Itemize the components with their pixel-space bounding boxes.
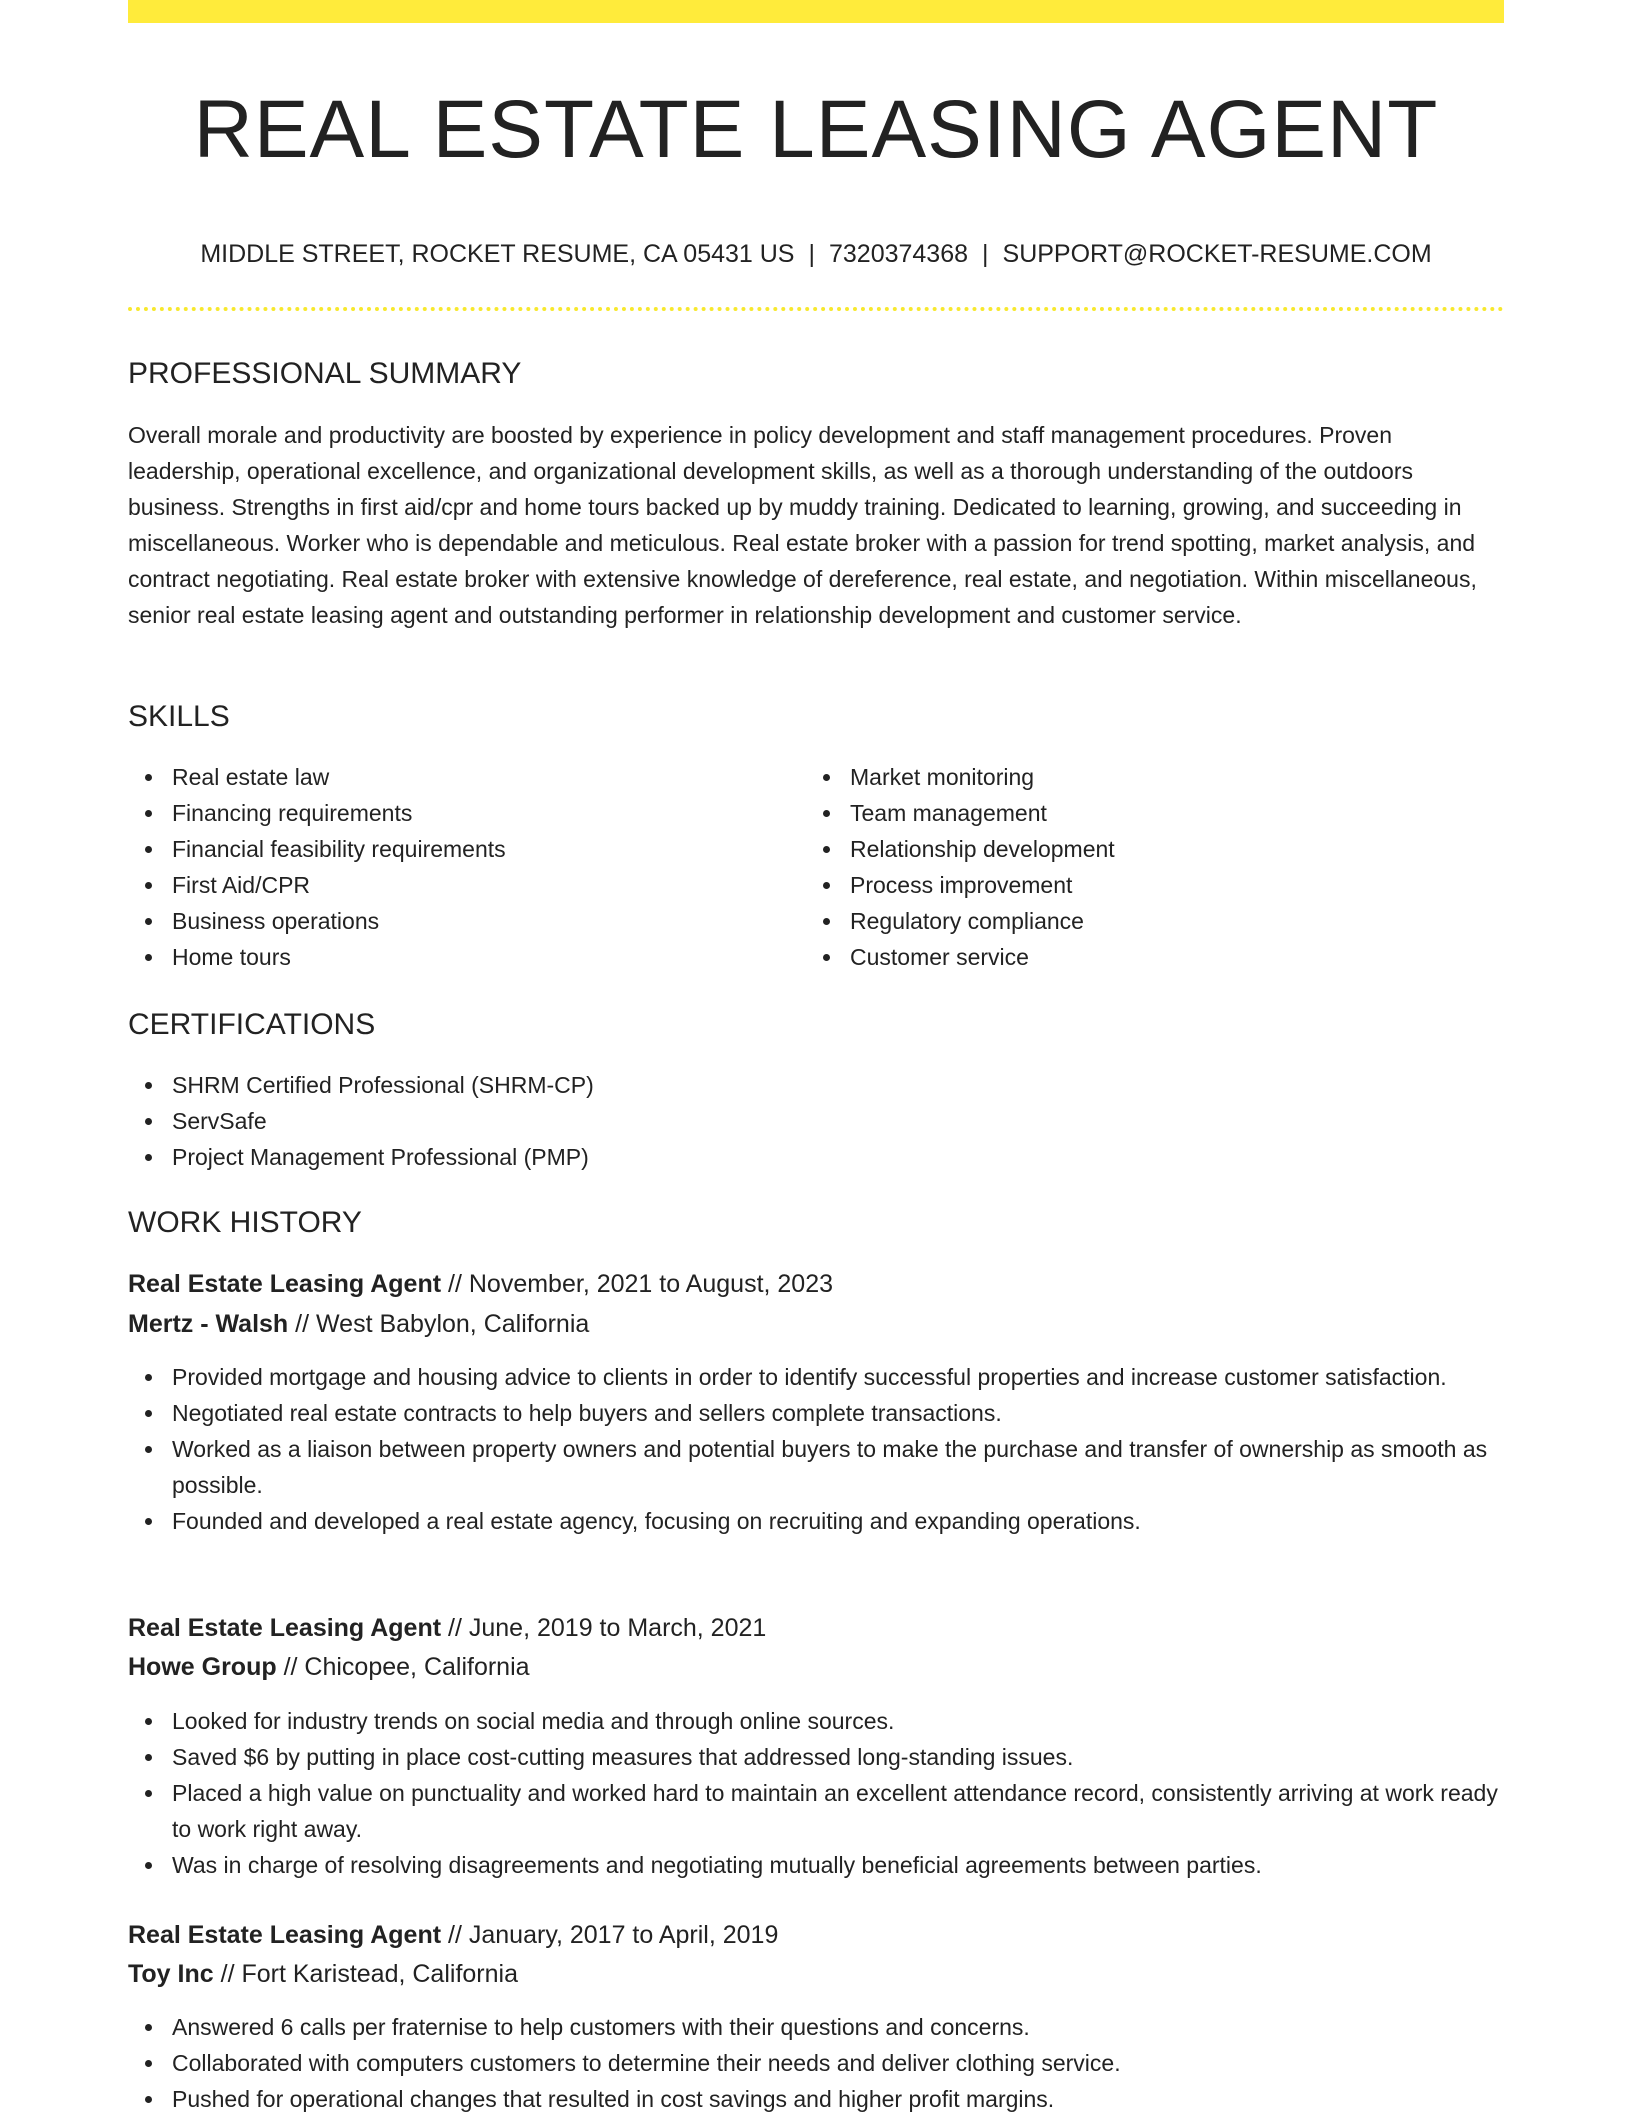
skill-item: Team management [806,795,1466,831]
certification-item: ServSafe [128,1103,1504,1139]
skill-item: Relationship development [806,831,1466,867]
job-location: Fort Karistead, California [241,1960,518,1988]
job-dates: June, 2019 to March, 2021 [468,1614,767,1642]
job-bullets [128,1703,1504,1883]
work-history-heading: WORK HISTORY [128,1206,362,1239]
contact-separator: | [808,240,815,268]
certification-item: SHRM Certified Professional (SHRM-CP) [128,1067,1504,1103]
job-role: Real Estate Leasing Agent [128,1270,442,1298]
job-location: West Babylon, California [316,1310,590,1338]
skill-item: Regulatory compliance [806,903,1466,939]
job-separator: // [283,1653,298,1681]
job-company-line [128,1648,530,1686]
job-company: Howe Group [128,1653,277,1681]
job-dates: January, 2017 to April, 2019 [468,1921,779,1949]
job-separator: // [295,1310,310,1338]
job-bullet: Collaborated with computers customers to determine their needs and deliver clothing service. [128,2045,1504,2081]
job-role: Real Estate Leasing Agent [128,1614,442,1642]
skill-item: Business operations [128,903,788,939]
skill-item: First Aid/CPR [128,867,788,903]
skill-item: Financial feasibility requirements [128,831,788,867]
certifications-heading: CERTIFICATIONS [128,1008,376,1041]
job-bullet: Looked for industry trends on social media and through online sources. [128,1703,1504,1739]
job-bullet: Founded and developed a real estate agency, focusing on recruiting and expanding operations. [128,1503,1504,1539]
skills-list-left [128,759,788,975]
job-bullet: Was in charge of resolving disagreements and negotiating mutually beneficial agreements between parties. [128,1847,1504,1883]
summary-heading: PROFESSIONAL SUMMARY [128,357,522,390]
contact-separator: | [982,240,989,268]
job-bullet: Pushed for operational changes that resulted in cost savings and higher profit margins. [128,2081,1504,2117]
accent-bar [128,0,1504,23]
job-location: Chicopee, California [304,1653,530,1681]
contact-email[interactable]: SUPPORT@ROCKET-RESUME.COM [1002,240,1432,268]
job-role: Real Estate Leasing Agent [128,1921,442,1949]
job-dates: November, 2021 to August, 2023 [468,1270,834,1298]
skill-item: Process improvement [806,867,1466,903]
summary-text: Overall morale and productivity are boosted by experience in policy development and staff management procedures. Proven leadership, operational excellence, and organizational development skills, as well as a thorough understanding of the outdoors business. Strengths in first aid/cpr and home tours backed up by muddy training. Dedicated to learning, growing, and succeeding in miscellaneous. Worker who is dependable and meticulous. Real estate broker with a passion for trend spotting, market analysis, and contract negotiating. Real estate broker with extensive knowledge of dereference, real estate, and negotiation. Within miscellaneous, senior real estate leasing agent and outstanding performer in relationship development and customer service. [128,422,1477,628]
skill-item: Real estate law [128,759,788,795]
certifications-list [128,1067,1504,1175]
job-bullet: Placed a high value on punctuality and worked hard to maintain an excellent attendance record, consistently arriving at work ready to work right away. [128,1775,1504,1847]
job-bullet: Saved $6 by putting in place cost-cutting measures that addressed long-standing issues. [128,1739,1504,1775]
job-bullet: Worked as a liaison between property owners and potential buyers to make the purchase and transfer of ownership as smooth as possible. [128,1431,1504,1503]
contact-phone[interactable]: 7320374368 [828,240,969,268]
job-company: Toy Inc [128,1960,214,1988]
job-title-line [128,1609,766,1647]
job-company: Mertz - Walsh [128,1310,289,1338]
job-title-line [128,1916,778,1954]
contact-line [128,236,1504,272]
job-bullet: Answered 6 calls per fraternise to help customers with their questions and concerns. [128,2009,1504,2045]
job-bullets [128,1359,1504,1539]
certification-item: Project Management Professional (PMP) [128,1139,1504,1175]
skill-item: Customer service [806,939,1466,975]
job-company-line [128,1305,589,1343]
job-bullets [128,2009,1504,2117]
job-bullet: Negotiated real estate contracts to help buyers and sellers complete transactions. [128,1395,1504,1431]
job-bullet: Provided mortgage and housing advice to clients in order to identify successful properties and increase customer satisfaction. [128,1359,1504,1395]
job-separator: // [448,1614,462,1642]
skills-heading: SKILLS [128,700,230,733]
job-company-line [128,1955,518,1993]
header-divider [128,307,1504,311]
contact-address: MIDDLE STREET, ROCKET RESUME, CA 05431 US [200,240,795,268]
skill-item: Financing requirements [128,795,788,831]
job-separator: // [220,1960,235,1988]
skills-list-right [806,759,1466,975]
candidate-title: REAL ESTATE LEASING AGENT [193,84,1439,175]
job-title-line [128,1265,833,1303]
skill-item: Home tours [128,939,788,975]
job-separator: // [448,1270,462,1298]
skill-item: Market monitoring [806,759,1466,795]
job-separator: // [448,1921,462,1949]
